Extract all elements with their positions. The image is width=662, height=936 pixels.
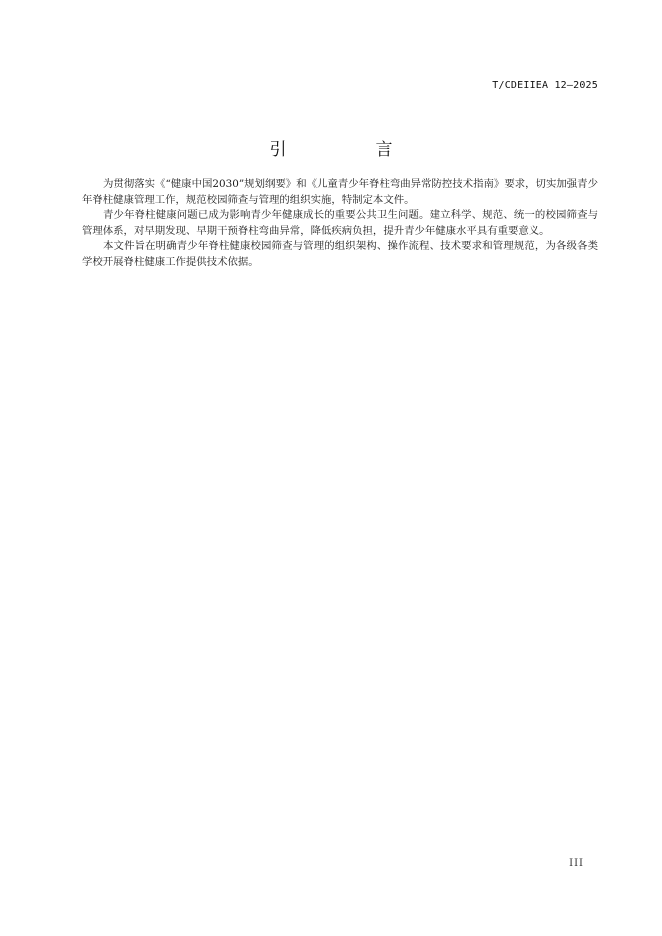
- document-code: T/CDEIIEA 12—2025: [492, 80, 598, 91]
- paragraph: 青少年脊柱健康问题已成为影响青少年健康成长的重要公共卫生问题。建立科学、规范、统一的校园筛查与管理体系，对早期发现、早期干预脊柱弯曲异常，降低疾病负担，提升青少年健康水平具有重要意义。: [82, 209, 598, 237]
- paragraph: 本文件旨在明确青少年脊柱健康校园筛查与管理的组织架构、操作流程、技术要求和管理规范，为各级各类学校开展脊柱健康工作提供技术依据。: [82, 240, 598, 268]
- page-number: III: [569, 858, 584, 869]
- section-heading: 引 言: [269, 140, 429, 160]
- body-text: [82, 177, 598, 271]
- paragraph: 为贯彻落实《“健康中国2030”规划纲要》和《儿童青少年脊柱弯曲异常防控技术指南》要求，切实加强青少年脊柱健康管理工作，规范校园筛查与管理的组织实施，特制定本文件。: [82, 178, 598, 206]
